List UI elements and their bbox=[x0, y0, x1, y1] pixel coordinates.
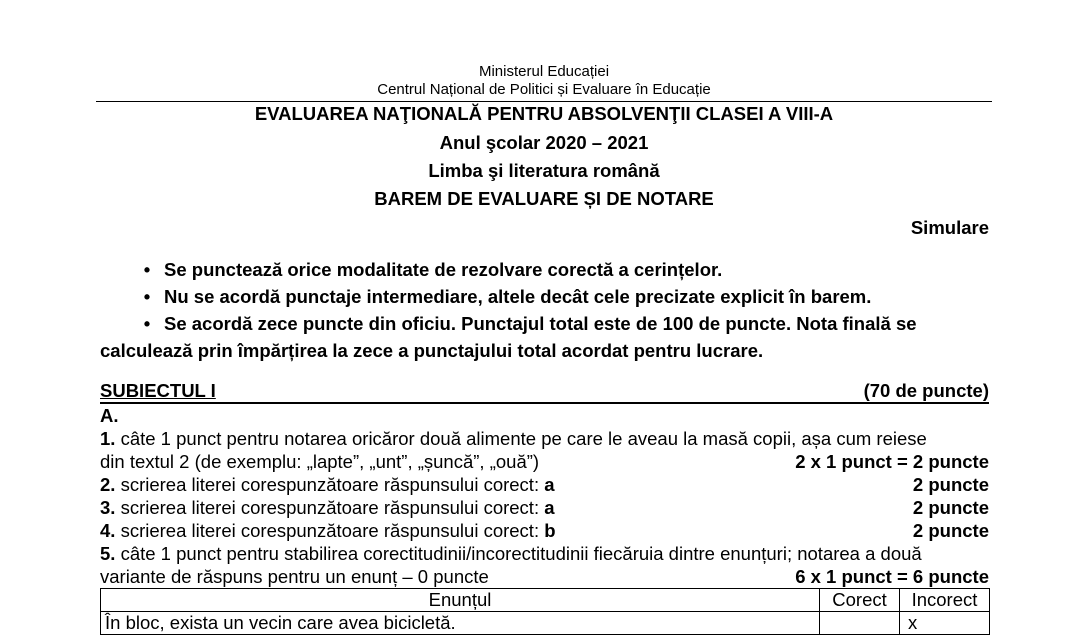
table-cell: În bloc, exista un vecin care avea bicicletă. bbox=[101, 612, 820, 635]
table-cell: x bbox=[900, 612, 990, 635]
subject-name: Limba şi literatura română bbox=[428, 160, 660, 181]
bullet-icon: • bbox=[143, 259, 151, 280]
table-row bbox=[101, 612, 990, 635]
table-header-row bbox=[101, 589, 990, 612]
list-item: • Se acordă zece puncte din oficiu. Punctajul total este de 100 de puncte. Nota finală se bbox=[100, 310, 992, 337]
item-1-line-1: 1. câte 1 punct pentru notarea oricăror două alimente pe care le aveau la masă copii, așa cum reiese bbox=[100, 428, 927, 449]
item-2: 2. scrierea literei corespunzătoare răspunsului corect: a 2 puncte bbox=[100, 474, 989, 495]
document-title: BAREM DE EVALUARE ȘI DE NOTARE bbox=[374, 188, 714, 209]
ministry-name: Ministerul Educației bbox=[478, 63, 610, 80]
bullet-icon: • bbox=[143, 313, 151, 334]
item-5-line-1: 5. câte 1 punct pentru stabilirea corectitudinii/incorectitudinii fiecăruia dintre enunțuri; notarea a două bbox=[100, 543, 922, 564]
item-1-points: 2 x 1 punct = 2 puncte bbox=[795, 451, 989, 472]
section-title: SUBIECTUL I bbox=[100, 380, 216, 401]
rules-list bbox=[100, 256, 992, 364]
list-item-continuation: calculează prin împărțirea la zece a punctajului total acordat pentru lucrare. bbox=[100, 340, 764, 361]
item-4-points: 2 puncte bbox=[912, 520, 989, 541]
list-item: • Nu se acordă punctaje intermediare, altele decât cele precizate explicit în barem. bbox=[100, 283, 992, 310]
simulation-label: Simulare bbox=[910, 217, 989, 238]
table-cell bbox=[820, 612, 900, 635]
item-3: 3. scrierea literei corespunzătoare răspunsului corect: a 2 puncte bbox=[100, 497, 989, 518]
column-header: Corect bbox=[820, 589, 900, 612]
section-points: (70 de puncte) bbox=[863, 380, 989, 401]
statements-table bbox=[100, 588, 990, 635]
item-5-line-2: variante de răspuns pentru un enunț – 0 puncte 6 x 1 punct = 6 puncte bbox=[100, 566, 989, 587]
part-label-row bbox=[100, 404, 989, 427]
list-item: • Se punctează orice modalitate de rezolvare corectă a cerințelor. bbox=[100, 256, 992, 283]
part-label: A. bbox=[100, 405, 119, 426]
item-2-points: 2 puncte bbox=[912, 474, 989, 495]
exam-title: EVALUAREA NAŢIONALĂ PENTRU ABSOLVENŢII CLASEI A VIII-A bbox=[254, 103, 834, 124]
column-header: Enunțul bbox=[101, 589, 820, 612]
scoring-items bbox=[100, 404, 989, 588]
item-1-line-2: din textul 2 (de exemplu: „lapte”, „unt”, „șuncă”, „ouă”) 2 x 1 punct = 2 puncte bbox=[100, 451, 989, 472]
item-4: 4. scrierea literei corespunzătoare răspunsului corect: b 2 puncte bbox=[100, 520, 989, 541]
school-year: Anul şcolar 2020 – 2021 bbox=[439, 132, 649, 153]
item-3-points: 2 puncte bbox=[912, 497, 989, 518]
item-5-points: 6 x 1 punct = 6 puncte bbox=[795, 566, 989, 587]
section-header bbox=[100, 380, 989, 404]
center-name: Centrul Național de Politici și Evaluare în Educație bbox=[377, 81, 711, 98]
column-header: Incorect bbox=[900, 589, 990, 612]
header-divider bbox=[96, 101, 992, 102]
bullet-icon: • bbox=[143, 286, 151, 307]
